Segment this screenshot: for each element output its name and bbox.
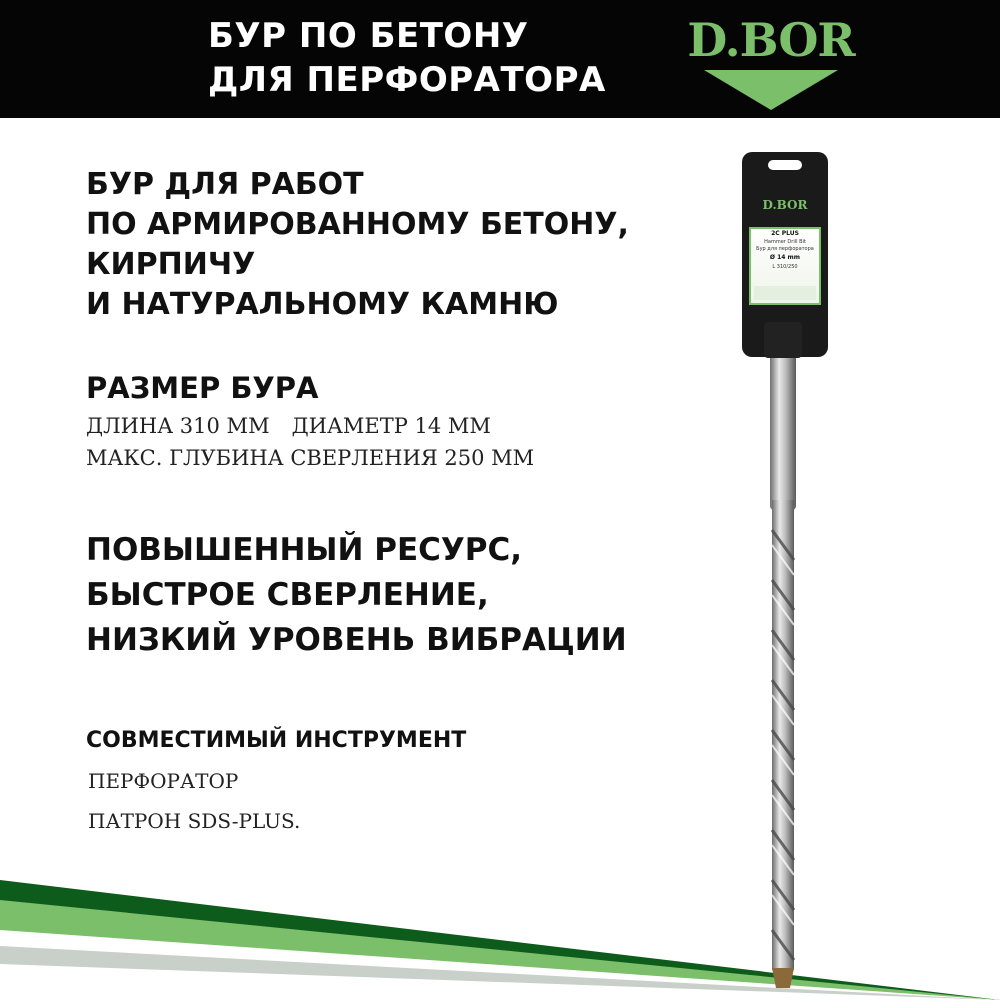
package-brand: D.BOR xyxy=(762,198,808,212)
feature-line-1: ПОВЫШЕННЫЙ РЕСУРС, xyxy=(86,532,523,568)
compat-item-2: ПАТРОН SDS-PLUS. xyxy=(88,809,301,833)
compat-heading: СОВМЕСТИМЫЙ ИНСТРУМЕНТ xyxy=(86,728,467,753)
size-section xyxy=(86,368,534,474)
size-line-dimensions xyxy=(86,410,534,442)
header-title-line-1: БУР ПО БЕТОНУ xyxy=(208,16,529,56)
brand-logo xyxy=(676,12,866,112)
size-max-depth: МАКС. ГЛУБИНА СВЕРЛЕНИЯ 250 ММ xyxy=(86,446,535,470)
header-title xyxy=(208,14,648,102)
features-section xyxy=(86,528,627,663)
size-heading: РАЗМЕР БУРА xyxy=(86,371,319,405)
package-series: 2C PLUS xyxy=(771,230,799,237)
usage-line-1: БУР ДЛЯ РАБОТ xyxy=(86,167,364,202)
header-banner xyxy=(0,0,1000,118)
drill-bit-product-image xyxy=(700,150,860,990)
usage-section xyxy=(86,165,629,325)
package-name-ru: Бур для перфоратора xyxy=(756,246,814,252)
package-length: L 310/250 xyxy=(772,264,798,270)
drill-bit-illustration xyxy=(700,150,860,990)
compat-section xyxy=(86,727,466,841)
usage-line-4: И НАТУРАЛЬНОМУ КАМНЮ xyxy=(86,287,559,322)
header-title-line-2: ДЛЯ ПЕРФОРАТОРА xyxy=(208,60,606,100)
size-length: ДЛИНА 310 ММ xyxy=(86,414,270,438)
usage-line-2: ПО АРМИРОВАННОМУ БЕТОНУ, xyxy=(86,207,629,242)
size-diameter: ДИАМЕТР 14 ММ xyxy=(291,414,491,438)
compat-item-1: ПЕРФОРАТОР xyxy=(88,769,239,793)
feature-line-2: БЫСТРОЕ СВЕРЛЕНИЕ, xyxy=(86,577,489,613)
package-name-en: Hammer Drill Bit xyxy=(764,239,806,245)
feature-line-3: НИЗКИЙ УРОВЕНЬ ВИБРАЦИИ xyxy=(86,622,627,658)
brand-logo-text: D.BOR xyxy=(687,13,855,67)
package-diameter: Ø 14 mm xyxy=(769,254,801,261)
usage-line-3: КИРПИЧУ xyxy=(86,247,256,282)
logo-arrow-icon xyxy=(704,70,838,110)
